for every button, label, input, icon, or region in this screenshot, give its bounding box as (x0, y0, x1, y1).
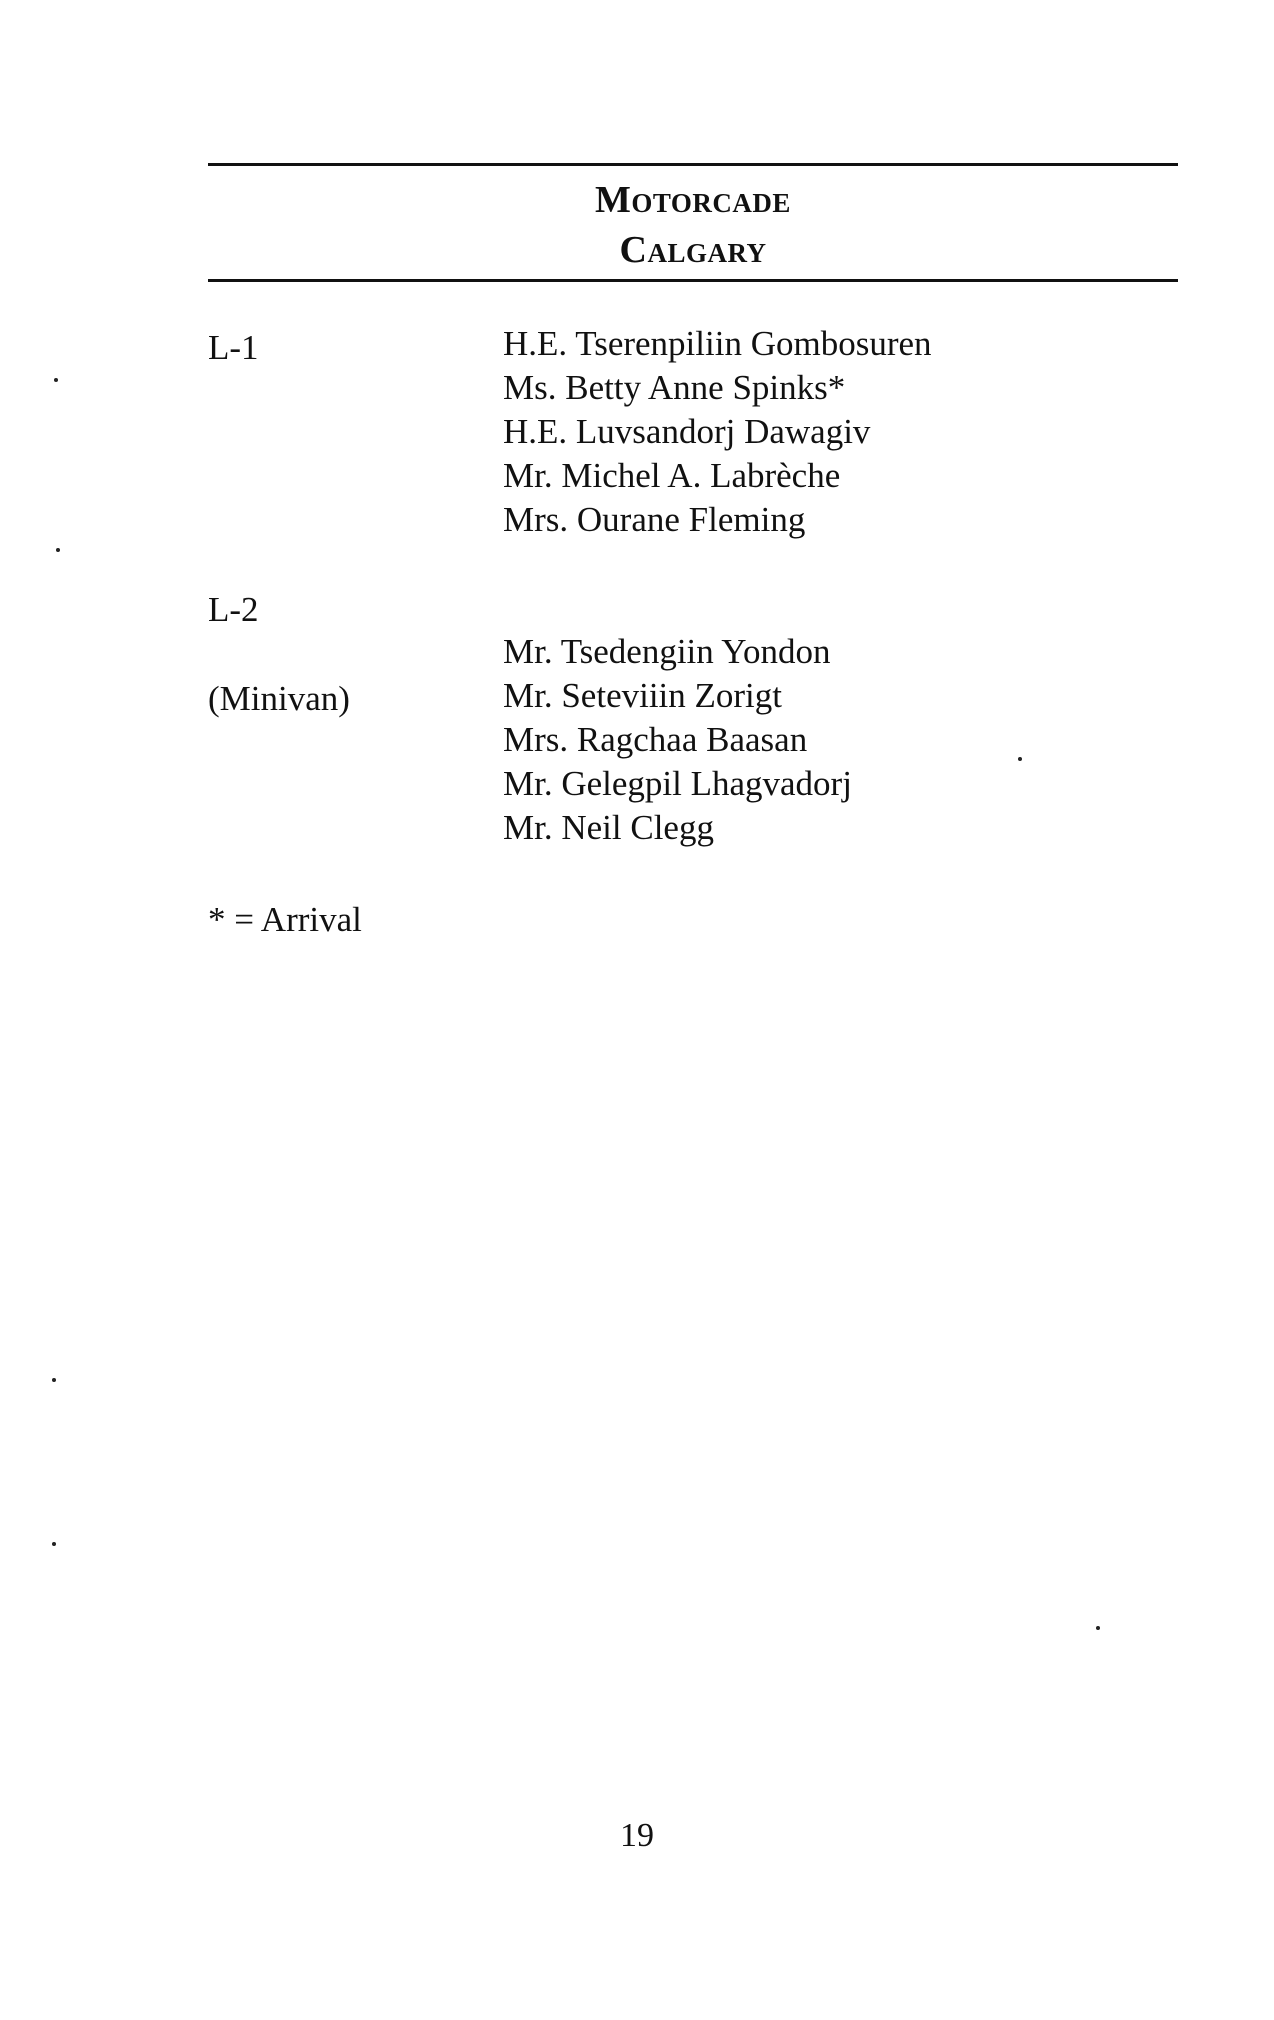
list-item: Mrs. Ragchaa Baasan (503, 720, 808, 759)
group-label-l1: L-1 (208, 328, 259, 367)
scan-speck (52, 1378, 56, 1382)
group-l2-names (503, 630, 852, 850)
list-item: H.E. Luvsandorj Dawagiv (503, 412, 871, 451)
list-item: Mr. Neil Clegg (503, 808, 714, 847)
section-title: Motorcade (595, 179, 791, 221)
section-subtitle: Calgary (619, 229, 767, 271)
list-item: Mrs. Ourane Fleming (503, 500, 806, 539)
list-item: Mr. Tsedengiin Yondon (503, 632, 831, 671)
header-top-rule (208, 163, 1178, 166)
scan-speck (1018, 757, 1022, 761)
group-label-l2: L-2 (208, 590, 259, 629)
list-item: Mr. Michel A. Labrèche (503, 456, 841, 495)
footnote: * = Arrival (208, 900, 362, 939)
list-item: Mr. Seteviiin Zorigt (503, 676, 783, 715)
list-item: Mr. Gelegpil Lhagvadorj (503, 764, 852, 803)
group-l1-names (503, 322, 932, 542)
scan-speck (52, 1542, 56, 1546)
scan-speck (54, 378, 58, 382)
page-number: 19 (620, 1817, 654, 1854)
scan-speck (56, 548, 60, 552)
list-item: H.E. Tserenpiliin Gombosuren (503, 324, 932, 363)
group-sublabel-minivan: (Minivan) (208, 679, 350, 718)
header-bottom-rule (208, 279, 1178, 282)
scan-speck (1096, 1626, 1100, 1630)
list-item: Ms. Betty Anne Spinks* (503, 368, 846, 407)
